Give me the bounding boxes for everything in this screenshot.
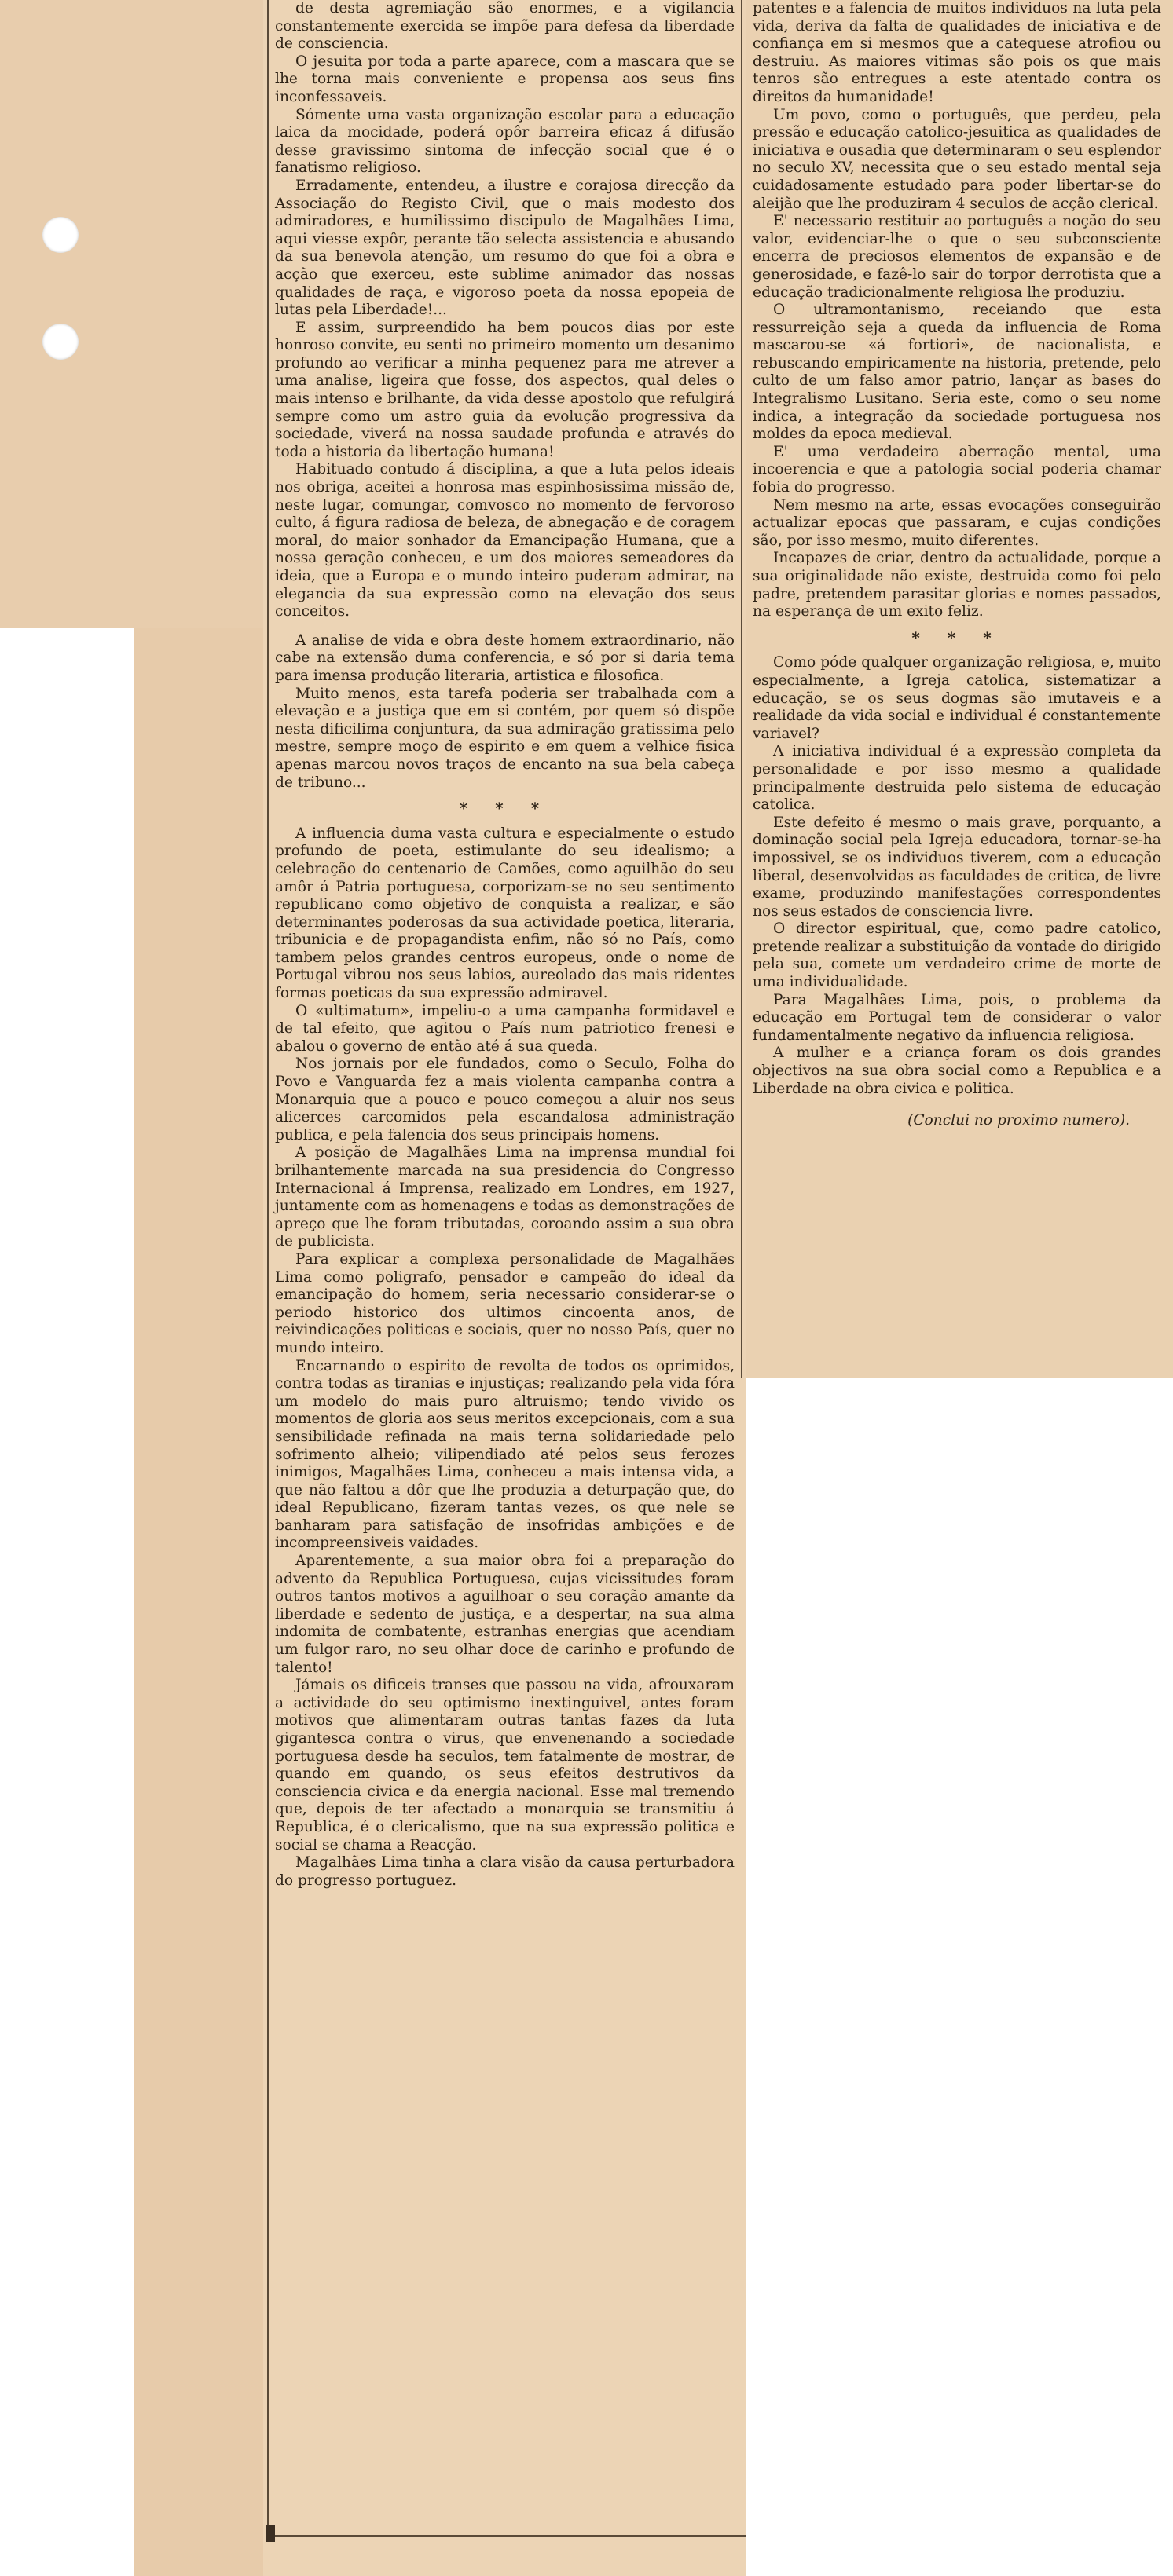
paragraph: A posição de Magalhães Lima na imprensa mundial foi brilhantemente marcada na sua presidencia do Congresso Internacional á Imprensa, realizado em Londres, em 1927, juntamente com as homenagens e todas as demonstrações de apreço que lhe foram tributadas, coroando assim a sua obra de publicista.	[275, 1144, 735, 1250]
paragraph: Para explicar a complexa personalidade de Magalhães Lima como poligrafo, pensador e campeão do ideal da emancipação do homem, seria necessario considerar-se o periodo historico dos ultimos cincoenta anos, de reivindicações politicas e sociais, quer no nosso País, quer no mundo inteiro.	[275, 1250, 735, 1356]
paragraph: Aparentemente, a sua maior obra foi a preparação do advento da Republica Portuguesa, cujas vicissitudes foram outros tantos motivos a aguilhoar o seu coração amante da liberdade e sedento de justiça, e a despertar, na sua alma indomita de combatente, estranhas energias que acendiam um fulgor raro, no seu olhar doce de carinho e profundo de talento!	[275, 1553, 735, 1676]
paragraph: Para Magalhães Lima, pois, o problema da educação em Portugal tem de considerar o valor fundamentalmente negativo da influencia religiosa.	[753, 991, 1161, 1044]
paragraph: A influencia duma vasta cultura e especialmente o estudo profundo de poeta, estimulante do seu idealismo; a celebração do centenario de Camões, como aguilhão do seu amôr á Patria portuguesa, corporizam-se no seu sentimento republicano como objetivo de conquista a realizar, e são determinantes poderosas da sua actividade poetica, literaria, tribunicia e de propagandista enfim, não só no País, como tambem pelos grandes centros europeus, onde o nome de Portugal vibrou nos seus labios, aureolado das mais ridentes formas poeticas da sua expressão admiravel.	[275, 825, 735, 1002]
column-rule-middle	[741, 0, 742, 1378]
paragraph: O ultramontanismo, receiando que esta ressurreição seja a queda da influencia de Roma mascarou-se «á fortiori», de nacionalista, e rebuscando empiricamente na historia, pretende, pelo culto de um falso amor patrio, lançar as bases do Integralismo Lusitano. Seria este, como o seu nome indica, a integração da sociedade portuguesa nos moldes da epoca medieval.	[753, 302, 1161, 443]
continuation-note: (Conclui no proximo numero).	[907, 1112, 1130, 1129]
paragraph: Este defeito é mesmo o mais grave, porquanto, a dominação social pela Igreja educadora, tornar-se-ha impossivel, se os individuos tiverem, com a educação liberal, desenvolvidas as faculdades de critica, de livre exame, produzindo manifestações correspondentes nos seus estados de consciencia livre.	[753, 814, 1161, 920]
paragraph: O jesuita por toda a parte aparece, com a mascara que se lhe torna mais conveniente e propensa aos seus fins inconfessaveis.	[275, 53, 735, 105]
paragraph: E' uma verdadeira aberração mental, uma incoerencia e que a patologia social poderia chamar fobia do progresso.	[753, 443, 1161, 496]
paragraph: Encarnando o espirito de revolta de todos os oprimidos, contra todas as tiranias e injustiças; realizando pela vida fóra um modelo do mais puro altruismo; tendo vivido os momentos de gloria aos seus meritos excepcionais, com a sua sensibilidade refinada na mais terna solidariedade pelo sofrimento alheio; vilipendiado até pelos seus ferozes inimigos, Magalhães Lima, conheceu a mais intensa vida, a que não faltou a dôr que lhe produzia a deturpação que, do ideal Republicano, fizeram tantas vezes, os que nele se banharam para satisfação de insofridas ambições e de incompreensiveis vaidades.	[275, 1357, 735, 1552]
paragraph: Nos jornais por ele fundados, como o Seculo, Folha do Povo e Vanguarda fez a mais violenta campanha contra a Monarquia que a pouco e pouco começou a aluir nos seus alicerces carcomidos pela escandalosa administração publica, e pela falencia dos seus principais homens.	[275, 1056, 735, 1143]
paragraph: Muito menos, esta tarefa poderia ser trabalhada com a elevação e a justiça que em si contém, por quem só dispõe nesta dificilima conjuntura, da sua admiração gratissima pelo mestre, sempre moço de espirito e em quem a velhice fisica apenas marcou novos traços de encanto na sua bela cabeça de tribuno...	[275, 685, 735, 791]
column-rule-left	[267, 0, 269, 2537]
paragraph: patentes e a falencia de muitos individuos na luta pela vida, deriva da falta de qualidades de iniciativa e de confiança em si mesmos que a catequese atrofiou ou destruiu. As maiores vitimas são pois os que mais tenros são entregues a este atentado contra os direitos da humanidade!	[753, 0, 1161, 105]
paragraph: Habituado contudo á disciplina, a que a luta pelos ideais nos obriga, aceitei a honrosa mas espinhosissima missão de, neste lugar, comungar, comvosco no momento de fervoroso culto, á figura radiosa de beleza, de abnegação e de coragem moral, do maior sonhador da Emancipação Humana, que a nossa geração conheceu, e um dos maiores semeadores da ideia, que a Europa e o mundo inteiro puderam admirar, na elegancia da sua expressão como na elevação dos seus conceitos.	[275, 461, 735, 620]
paragraph: Erradamente, entendeu, a ilustre e corajosa direcção da Associação do Registo Civil, que o mais modesto dos admiradores, e humilissimo discipulo de Magalhães Lima, aqui viesse expôr, perante tão selecta assistencia e abusando da sua benevola atenção, um resumo do que foi a obra e acção que exerceu, este sublime animador das nossas qualidades de raça, e vigoroso poeta da nossa epopeia de lutas pela Liberdade!...	[275, 177, 735, 319]
paragraph: Nem mesmo na arte, essas evocações conseguirão actualizar epocas que passaram, e cujas condições são, por isso mesmo, muito diferentes.	[753, 496, 1161, 549]
section-separator: * * *	[459, 799, 551, 818]
article-column-left	[275, 0, 735, 1890]
bottom-rule	[275, 2535, 746, 2537]
paragraph: Como póde qualquer organização religiosa, e, muito especialmente, a Igreja catolica, sistematizar a educação, se os seus dogmas são imutaveis e a realidade da vida social e individual é constantemente variavel?	[753, 654, 1161, 742]
paragraph: O «ultimatum», impeliu-o a uma campanha formidavel e de tal efeito, que agitou o País num patriotico frenesi e abalou o governo de então até á sua queda.	[275, 1002, 735, 1055]
paragraph: Sómente uma vasta organização escolar para a educação laica da mocidade, poderá opôr barreira eficaz á difusão desse gravissimo sintoma de infecção social que é o fanatismo religioso.	[275, 106, 735, 177]
clipping-left-lower-strip	[134, 628, 263, 2576]
paragraph: Jámais os dificeis transes que passou na vida, afrouxaram a actividade do seu optimismo inextinguivel, antes foram motivos que alimentaram outras tantas fazes da luta gigantesca contra o virus, que envenenando a sociedade portuguesa desde ha seculos, tem fatalmente de mostrar, de quando em quando, os seus efeitos destrutivos da consciencia civica e da energia nacional. Esse mal tremendo que, depois de ter afectado a monarquia se transmitiu á Republica, é o clericalismo, que na sua expressão politica e social se chama a Reacção.	[275, 1677, 735, 1853]
paragraph: A analise de vida e obra deste homem extraordinario, não cabe na extensão duma conferencia, e só por si daria tema para imensa produção literaria, artistica e filosofica.	[275, 631, 735, 684]
paragraph: de desta agremiação são enormes, e a vigilancia constantemente exercida se impõe para defesa da liberdade de consciencia.	[275, 0, 735, 53]
section-separator: * * *	[911, 628, 1003, 647]
punch-hole	[42, 324, 79, 360]
article-column-right	[753, 0, 1161, 1130]
paragraph: E assim, surpreendido ha bem poucos dias por este honroso convite, eu senti no primeiro momento um desanimo profundo ao verificar a minha pequenez para me atrever a uma analise, ligeira que fosse, dos aspectos, qual deles o mais intenso e brilhante, da vida desse apostolo que refulgirá sempre como um astro guia da evolução progressiva da sociedade, viverá na nossa saudade profunda e através do toda a historia da libertação humana!	[275, 319, 735, 460]
paragraph: Um povo, como o português, que perdeu, pela pressão e educação catolico-jesuitica as qualidades de iniciativa e ousadia que determinaram o seu esplendor no seculo XV, necessita que o seu estado mental seja cuidadosamente estudado para poder libertar-se do aleijão que lhe produziram 4 seculos de acção clerical.	[753, 106, 1161, 212]
paragraph: Incapazes de criar, dentro da actualidade, porque a sua originalidade não existe, destruida como foi pelo padre, pretendem parasitar glorias e nomes passados, na esperança de um exito feliz.	[753, 550, 1161, 620]
paragraph: E' necessario restituir ao português a noção do seu valor, evidenciar-lhe o que o seu subconsciente encerra de preciosos elementos de expansão e de generosidade, e fazê-lo sair do torpor derrotista que a educação tradicionalmente religiosa lhe produziu.	[753, 213, 1161, 301]
paragraph: Magalhães Lima tinha a clara visão da causa perturbadora do progresso portuguez.	[275, 1854, 735, 1889]
clipping-left-margin-strip	[0, 0, 263, 628]
paragraph: A iniciativa individual é a expressão completa da personalidade e por isso mesmo a qualidade principalmente destruida pelo sistema de educação catolica.	[753, 743, 1161, 814]
punch-hole	[42, 217, 79, 253]
column-end-mark	[266, 2525, 275, 2542]
paragraph: A mulher e a criança foram os dois grandes objectivos na sua obra social como a Republica e a Liberdade na obra civica e politica.	[753, 1045, 1161, 1097]
paragraph: O director espiritual, que, como padre catolico, pretende realizar a substituição da vontade do dirigido pela sua, comete um verdadeiro crime de morte de uma individualidade.	[753, 920, 1161, 991]
